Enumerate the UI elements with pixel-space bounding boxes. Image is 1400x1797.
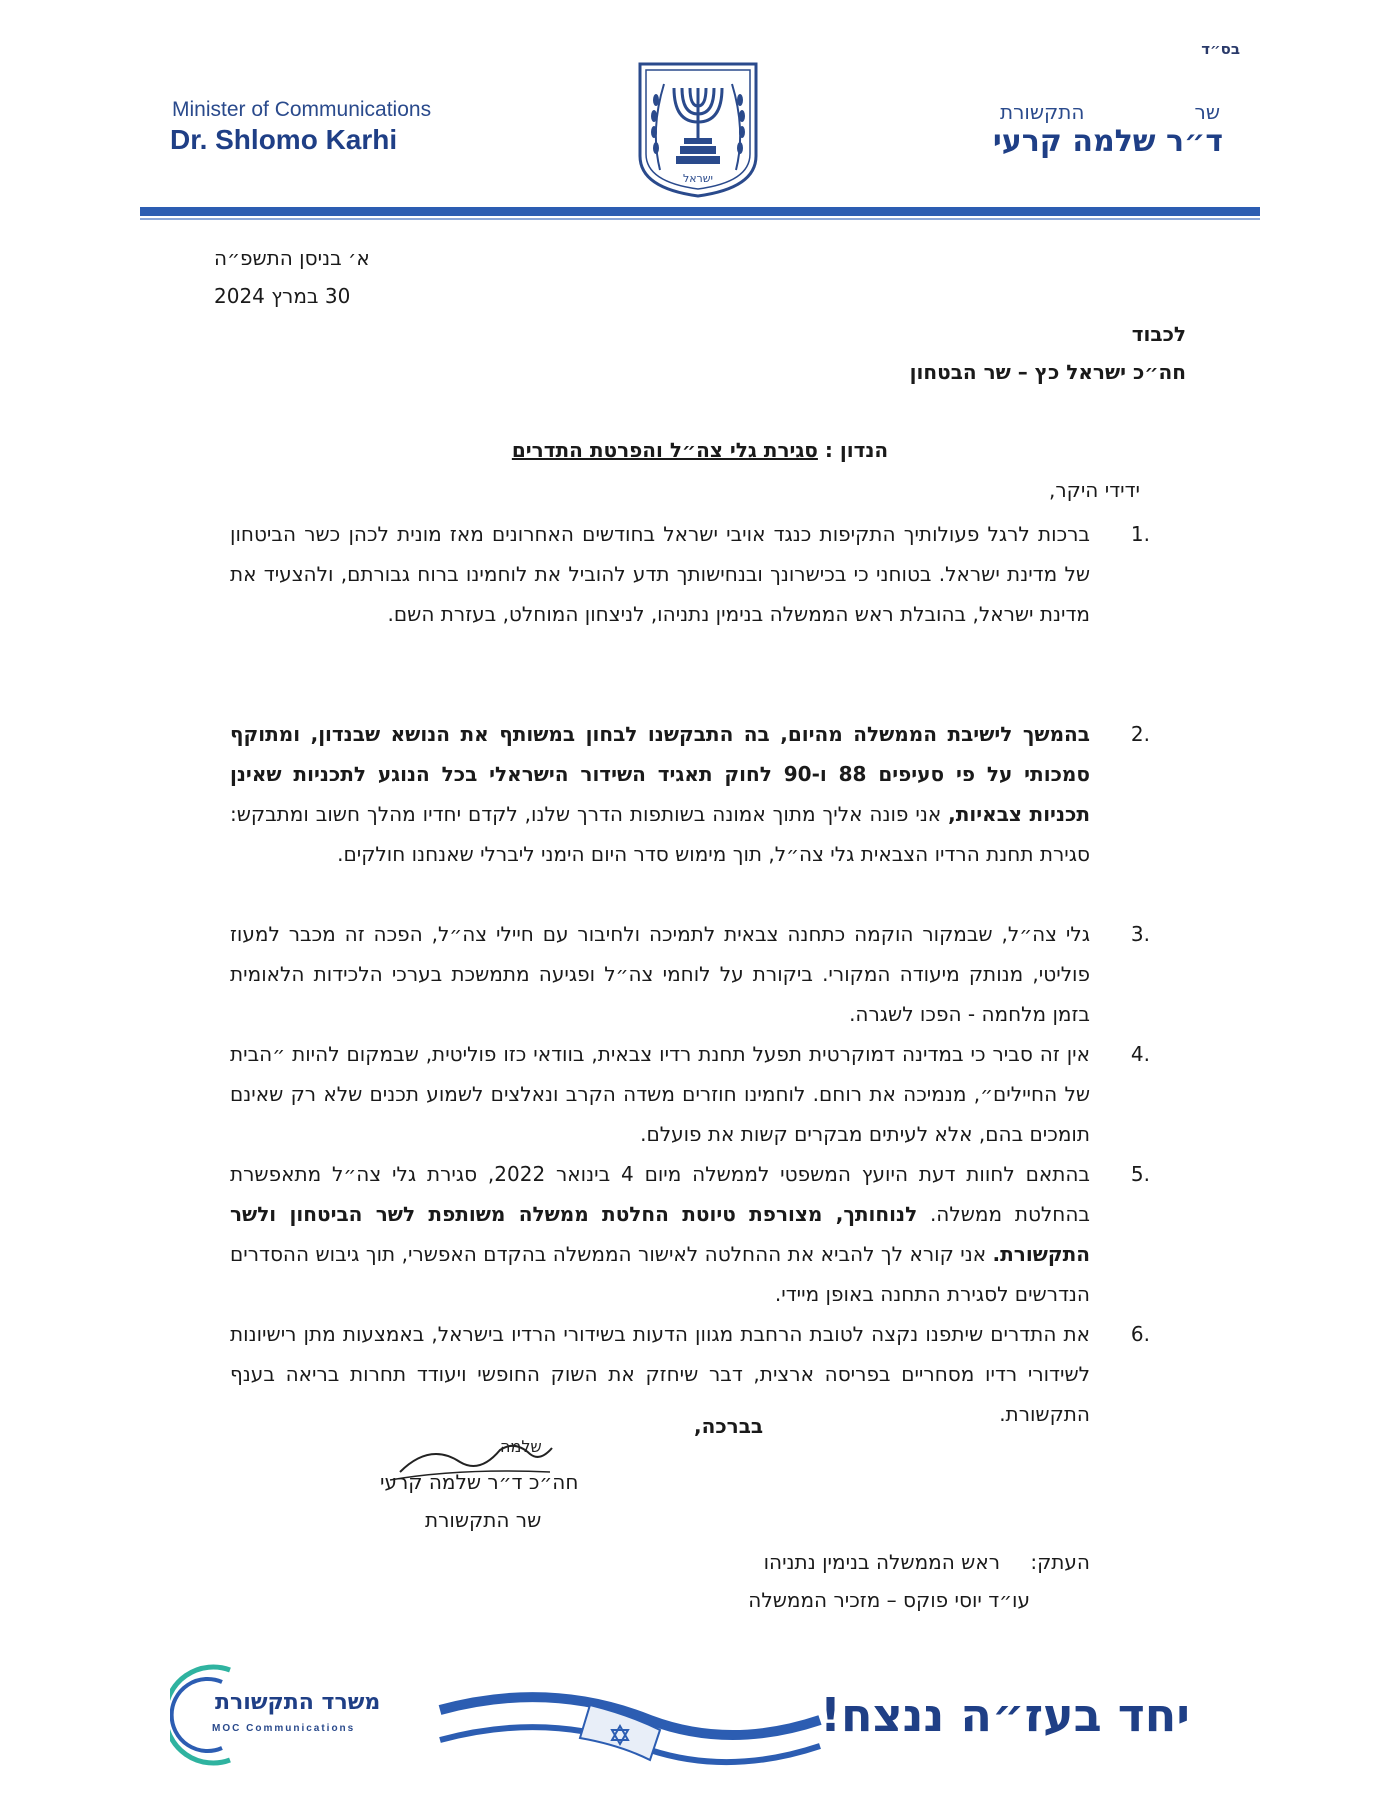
paragraph-regular-text: אני קורא לך להביא את ההחלטה לאישור הממשלה בהקדם האפשרי, תוך גיבוש ההסדרים הנדרשים לסגירת התחנה באופן מיידי.: [230, 1242, 1090, 1306]
ministry-name-hebrew: משרד התקשורת: [215, 1690, 381, 1715]
paragraph-text: ברכות לרגל פעולותיך התקיפות כנגד אויבי ישראל בחודשים האחרונים מאז מונית לכהן כשר הביטחון של מדינת ישראל. בטוחני כי בכישרונך ובנחישותך תדע להוביל את לוחמינו ברוח גבורתם, ולהצעיד את מדינת ישראל, בהובלת ראש הממשלה בנימין נתניהו, לניצחון המוחלט, בעזרת השם.: [230, 522, 1090, 626]
paragraph-bold-text: לנוחותך, מצורפת טיוטת החלטת ממשלה משותפת לשר הביטחון ולשר התקשורת.: [230, 1202, 1090, 1266]
paragraph-regular-text: אני פונה אליך מתוך אמונה בשותפות הדרך שלנו, לקדם יחדיו מהלך חשוב ומתבקש: סגירת תחנת הרדיו הצבאית גלי צה״ל, תוך מימוש סדר היום הימני ליברלי שאנחנו חולקים.: [230, 802, 1090, 866]
recipient-salutation: לכבוד: [1131, 322, 1186, 346]
greeting: ידידי היקר,: [1049, 478, 1140, 502]
date-gregorian: 30 במרץ 2024: [214, 284, 351, 308]
paragraph-number: .2: [1130, 722, 1150, 746]
paragraph-number: .4: [1130, 1042, 1150, 1066]
bsd-mark: בס״ד: [1201, 40, 1240, 58]
header-name-hebrew: ד״ר שלמה קרעי: [992, 124, 1223, 159]
letter-body: [230, 514, 1150, 1434]
header-role-hebrew-1: שר: [1194, 100, 1220, 124]
subject-line: [0, 438, 1400, 462]
paragraph-6: [230, 1314, 1150, 1434]
cc-recipient-2: עו״ד יוסי פוקס – מזכיר הממשלה: [748, 1588, 1030, 1612]
paragraph-regular-text: בהתאם לחוות דעת היועץ המשפטי לממשלה מיום 4 בינואר 2022, סגירת גלי צה״ל מתאפשרת בהחלטת ממשלה.: [230, 1162, 1090, 1226]
paragraph-text: [230, 1154, 1090, 1314]
emblem-text: ישראל: [682, 172, 714, 185]
closing-blessing: בברכה,: [694, 1414, 764, 1438]
paragraph-number: .3: [1130, 922, 1150, 946]
paragraph-5: [230, 1154, 1150, 1314]
paragraph-number: .5: [1130, 1162, 1150, 1186]
state-emblem-icon: [636, 60, 760, 198]
ministry-name-english: MOC Communications: [212, 1723, 356, 1734]
signer-name: חה״כ ד״ר שלמה קרעי: [380, 1470, 579, 1494]
subject-label: הנדון :: [824, 438, 889, 462]
header-name-english: Dr. Shlomo Karhi: [170, 124, 398, 155]
footer-slogan: יחד בעז״ה ננצח!: [820, 1688, 1190, 1742]
paragraph-text: את התדרים שיתפנו נקצה לטובת הרחבת מגוון הדעות בשידורי הרדיו בישראל, באמצעות מתן רישיונות לשידורי רדיו מסחריים בפריסה ארצית, דבר שיחזק את השוק החופשי ויעודד תחרות בריאה בענף התקשורת.: [230, 1322, 1090, 1426]
paragraph-2: [230, 714, 1150, 914]
cc-recipient-1: ראש הממשלה בנימין נתניהו: [763, 1550, 1000, 1574]
header-role-english: Minister of Communications: [172, 98, 432, 121]
cc-label: העתק:: [1030, 1550, 1090, 1574]
paragraph-bold-text: בהמשך לישיבת הממשלה מהיום, בה התבקשנו לבחון במשותף את הנושא שבנדון, ומתוקף סמכותי על פי סעיפים 88 ו-90 לחוק תאגיד השידור הישראלי בכל הנוגע לתכניות שאינן תכניות צבאיות,: [230, 722, 1090, 826]
paragraph-4: [230, 1034, 1150, 1154]
paragraph-number: .1: [1130, 522, 1150, 546]
signer-title: שר התקשורת: [425, 1508, 542, 1532]
paragraph-text: אין זה סביר כי במדינה דמוקרטית תפעל תחנת רדיו צבאית, בוודאי כזו פוליטית, שבמקום להיות ״הבית של החיילים״, מנמיכה את רוחם. לוחמינו חוזרים משדה הקרב ונאלצים לשמוע תכנים שלא רק שאינם תומכים בהם, אלא לעיתים מבקרים קשות את פועלם.: [230, 1042, 1090, 1146]
paragraph-text: גלי צה״ל, שבמקור הוקמה כתחנה צבאית לתמיכה ולחיבור עם חיילי צה״ל, הפכה זה מכבר למעוז פוליטי, מנותק מיעודה המקורי. ביקורת על לוחמי צה״ל ופגיעה מתמשכת בערכי הלכידות הלאומית בזמן מלחמה - הפכו לשגרה.: [230, 922, 1090, 1026]
header-rule: [140, 207, 1260, 216]
date-hebrew: א׳ בניסן התשפ״ה: [214, 246, 370, 270]
header-role-hebrew-2: התקשורת: [1000, 100, 1085, 124]
israel-flag-icon: [430, 1680, 830, 1770]
paragraph-1: [230, 514, 1150, 714]
subject-text: סגירת גלי צה״ל והפרטת התדרים: [511, 438, 818, 462]
paragraph-3: [230, 914, 1150, 1034]
paragraph-text: [230, 714, 1090, 914]
header-rule-thin: [140, 218, 1260, 220]
paragraph-number: .6: [1130, 1322, 1150, 1346]
ministry-logo-icon: [170, 1660, 370, 1770]
recipient-name: חה״כ ישראל כץ – שר הבטחון: [909, 360, 1186, 384]
signature-text: שלמה: [500, 1437, 542, 1456]
header-role-hebrew: [1000, 100, 1220, 124]
